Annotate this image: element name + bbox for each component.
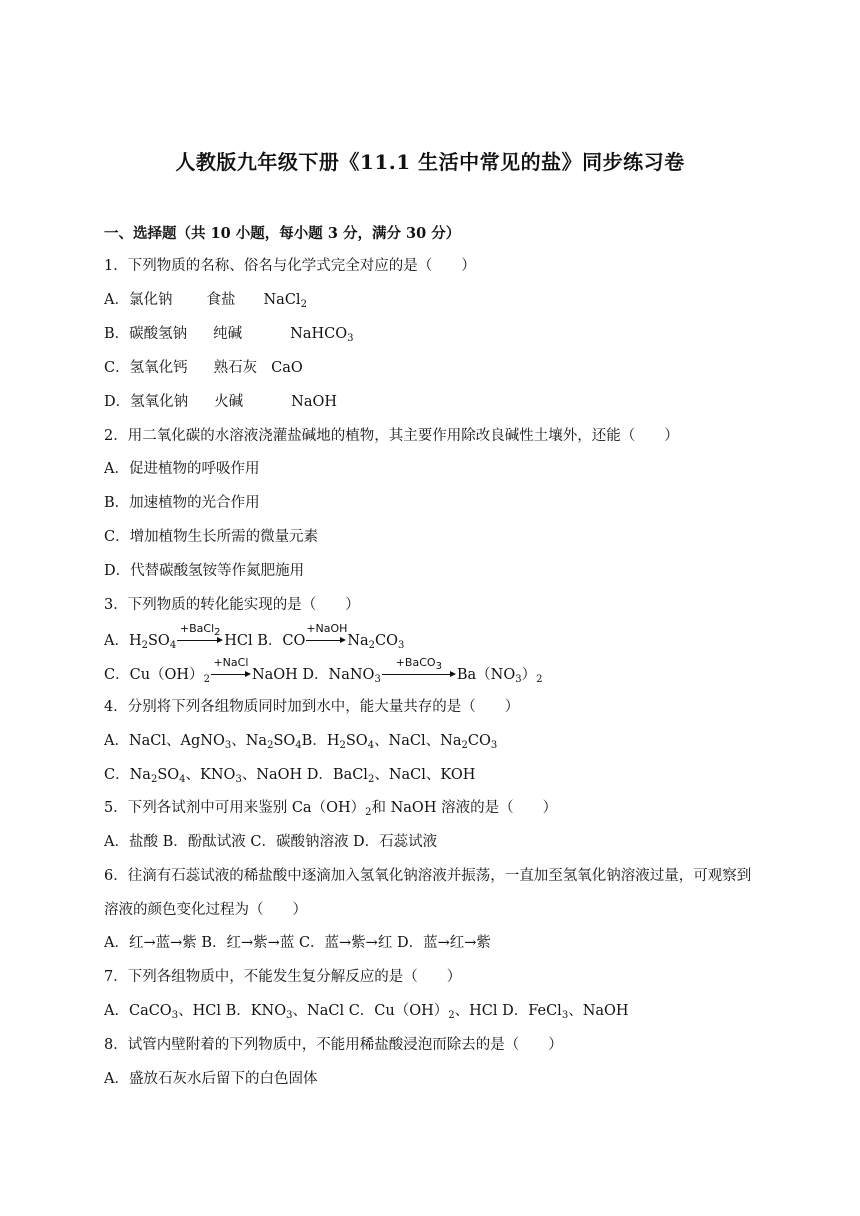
subscript: 4 <box>169 640 177 651</box>
q1-c-label: C．氢氧化钙 <box>104 360 188 376</box>
q7-text: 、HCl B．KNO <box>178 1003 287 1019</box>
q2-stem: 2．用二氧化碳的水溶液浇灌盐碱地的植物，其主要作用除改良碱性土壤外，还能（ ） <box>104 428 679 444</box>
q1-option-c <box>104 358 303 378</box>
subscript: 2 <box>267 740 274 751</box>
q1-stem: 1．下列物质的名称、俗名与化学式完全对应的是（ ） <box>104 258 476 274</box>
q4-text: A．NaCl、AgNO <box>104 733 225 749</box>
q1-d-formula: NaOH <box>291 394 338 410</box>
q2-option-b: B．加速植物的光合作用 <box>104 495 260 511</box>
subscript: 2 <box>368 640 376 651</box>
subscript: 2 <box>367 774 375 785</box>
subscript: 2 <box>300 299 307 310</box>
subscript: 3 <box>347 333 354 344</box>
q3-stem: 3．下列物质的转化能实现的是（ ） <box>104 597 360 613</box>
reaction-arrow <box>382 656 456 683</box>
q1-option-a <box>104 290 307 310</box>
q3-cd-text: NaOH D．NaNO <box>251 667 375 683</box>
reagent-label: +NaOH <box>306 622 348 635</box>
q4-text: SO <box>273 733 296 749</box>
subscript: 2 <box>461 740 468 751</box>
q5-stem <box>104 798 557 818</box>
subscript: 3 <box>286 1010 293 1021</box>
q1-b-label: B．碳酸氢钠 <box>104 326 188 342</box>
q4-text: SO <box>157 767 180 783</box>
q4-options-cd <box>104 765 475 785</box>
q8-option-a: A．盛放石灰水后留下的白色固体 <box>104 1071 318 1087</box>
reaction-arrow <box>306 622 348 649</box>
q2-option-a: A．促进植物的呼吸作用 <box>104 461 260 477</box>
q4-text: 、NaCl、KOH <box>374 767 476 783</box>
subscript: 4 <box>179 774 186 785</box>
q7-options <box>104 1001 629 1021</box>
q8-stem: 8．试管内壁附着的下列物质中，不能用稀盐酸浸泡而除去的是（ ） <box>104 1037 563 1053</box>
subscript: 2 <box>150 774 158 785</box>
q4-text: 、KNO <box>185 767 236 783</box>
q1-d-alias: 火碱 <box>214 394 244 410</box>
q3-a-text: A．H <box>104 633 142 649</box>
q1-option-d <box>104 392 337 412</box>
q5-text: 和 NaOH 溶液的是（ ） <box>371 800 558 816</box>
q4-text: 、Na <box>231 733 268 749</box>
q2-option-d: D．代替碳酸氢铵等作氮肥施用 <box>104 563 305 579</box>
q3-c-text: C．Cu（OH） <box>104 667 204 683</box>
subscript: 3 <box>398 640 405 651</box>
q3-a-text: SO <box>148 633 170 649</box>
q5-text: 5．下列各试剂中可用来鉴别 Ca（OH） <box>104 800 366 816</box>
subscript: 3 <box>374 674 381 685</box>
q4-stem: 4．分别将下列各组物质同时加到水中，能大量共存的是（ ） <box>104 699 520 715</box>
q7-text: A．CaCO <box>104 1003 172 1019</box>
q4-text: SO <box>345 733 368 749</box>
document-title: 人教版九年级下册《11.1 生活中常见的盐》同步练习卷 <box>175 150 685 174</box>
subscript: 2 <box>448 1010 455 1021</box>
subscript: 3 <box>224 740 232 751</box>
q4-text: CO <box>467 733 491 749</box>
q1-b-alias: 纯碱 <box>213 326 243 342</box>
q1-a-alias: 食盐 <box>206 292 236 308</box>
subscript: 3 <box>171 1010 179 1021</box>
q1-d-label: D．氢氧化钠 <box>104 394 189 410</box>
q1-b-formula: NaHCO <box>290 326 348 342</box>
subscript: 2 <box>536 674 543 685</box>
reagent-label: +BaCO$_3$ <box>395 656 442 672</box>
q4-text: C．Na <box>104 767 151 783</box>
q7-text: 、NaCl C．Cu（OH） <box>292 1003 449 1019</box>
q4-text: 、NaOH D．BaCl <box>241 767 368 783</box>
q3-ab-text: HCl B．CO <box>224 633 306 649</box>
subscript: 2 <box>365 807 372 818</box>
subscript: 2 <box>203 674 210 685</box>
subscript: 4 <box>367 740 375 751</box>
q3-options-ab <box>104 622 405 651</box>
q3-b-text: CO <box>375 633 399 649</box>
subscript: 2 <box>339 740 346 751</box>
q3-d-text: Ba（NO <box>456 667 516 683</box>
subscript: 2 <box>141 640 148 651</box>
reagent-label: +BaCl$_2$ <box>179 622 221 638</box>
subscript: 3 <box>490 740 498 751</box>
reaction-arrow <box>177 622 223 649</box>
subscript: 4 <box>295 740 302 751</box>
q1-option-b <box>104 324 354 344</box>
q4-options-ab <box>104 731 497 751</box>
subscript: 3 <box>235 774 242 785</box>
q3-b-text: Na <box>347 633 369 649</box>
q7-text: 、NaOH <box>568 1003 629 1019</box>
subscript: 3 <box>515 674 522 685</box>
reaction-arrow <box>211 656 251 683</box>
q3-d-text: ） <box>521 667 537 683</box>
q6-stem: 6．往滴有石蕊试液的稀盐酸中逐滴加入氢氧化钠溶液并振荡，一直加至氢氧化钠溶液过量，可观察到溶液的颜色变化过程为（ ） <box>104 868 752 918</box>
q3-options-cd <box>104 656 543 685</box>
q4-text: 、NaCl、Na <box>374 733 462 749</box>
section-heading: 一、选择题（共 10 小题，每小题 3 分，满分 30 分） <box>104 225 461 242</box>
q1-c-formula: CaO <box>271 360 303 376</box>
q1-c-alias: 熟石灰 <box>213 360 258 376</box>
subscript: 3 <box>561 1010 569 1021</box>
q2-option-c: C．增加植物生长所需的微量元素 <box>104 529 319 545</box>
q7-text: 、HCl D．FeCl <box>454 1003 562 1019</box>
q6-options: A．红→蓝→紫 B．红→紫→蓝 C．蓝→紫→红 D．蓝→红→紫 <box>104 935 491 951</box>
reagent-label: +NaCl <box>213 656 249 669</box>
q7-stem: 7．下列各组物质中，不能发生复分解反应的是（ ） <box>104 969 462 985</box>
q1-a-formula: NaCl <box>263 292 301 308</box>
q1-a-label: A．氯化钠 <box>104 292 173 308</box>
q5-options: A．盐酸 B．酚酞试液 C．碳酸钠溶液 D．石蕊试液 <box>104 834 438 850</box>
q4-text: B．H <box>301 733 340 749</box>
